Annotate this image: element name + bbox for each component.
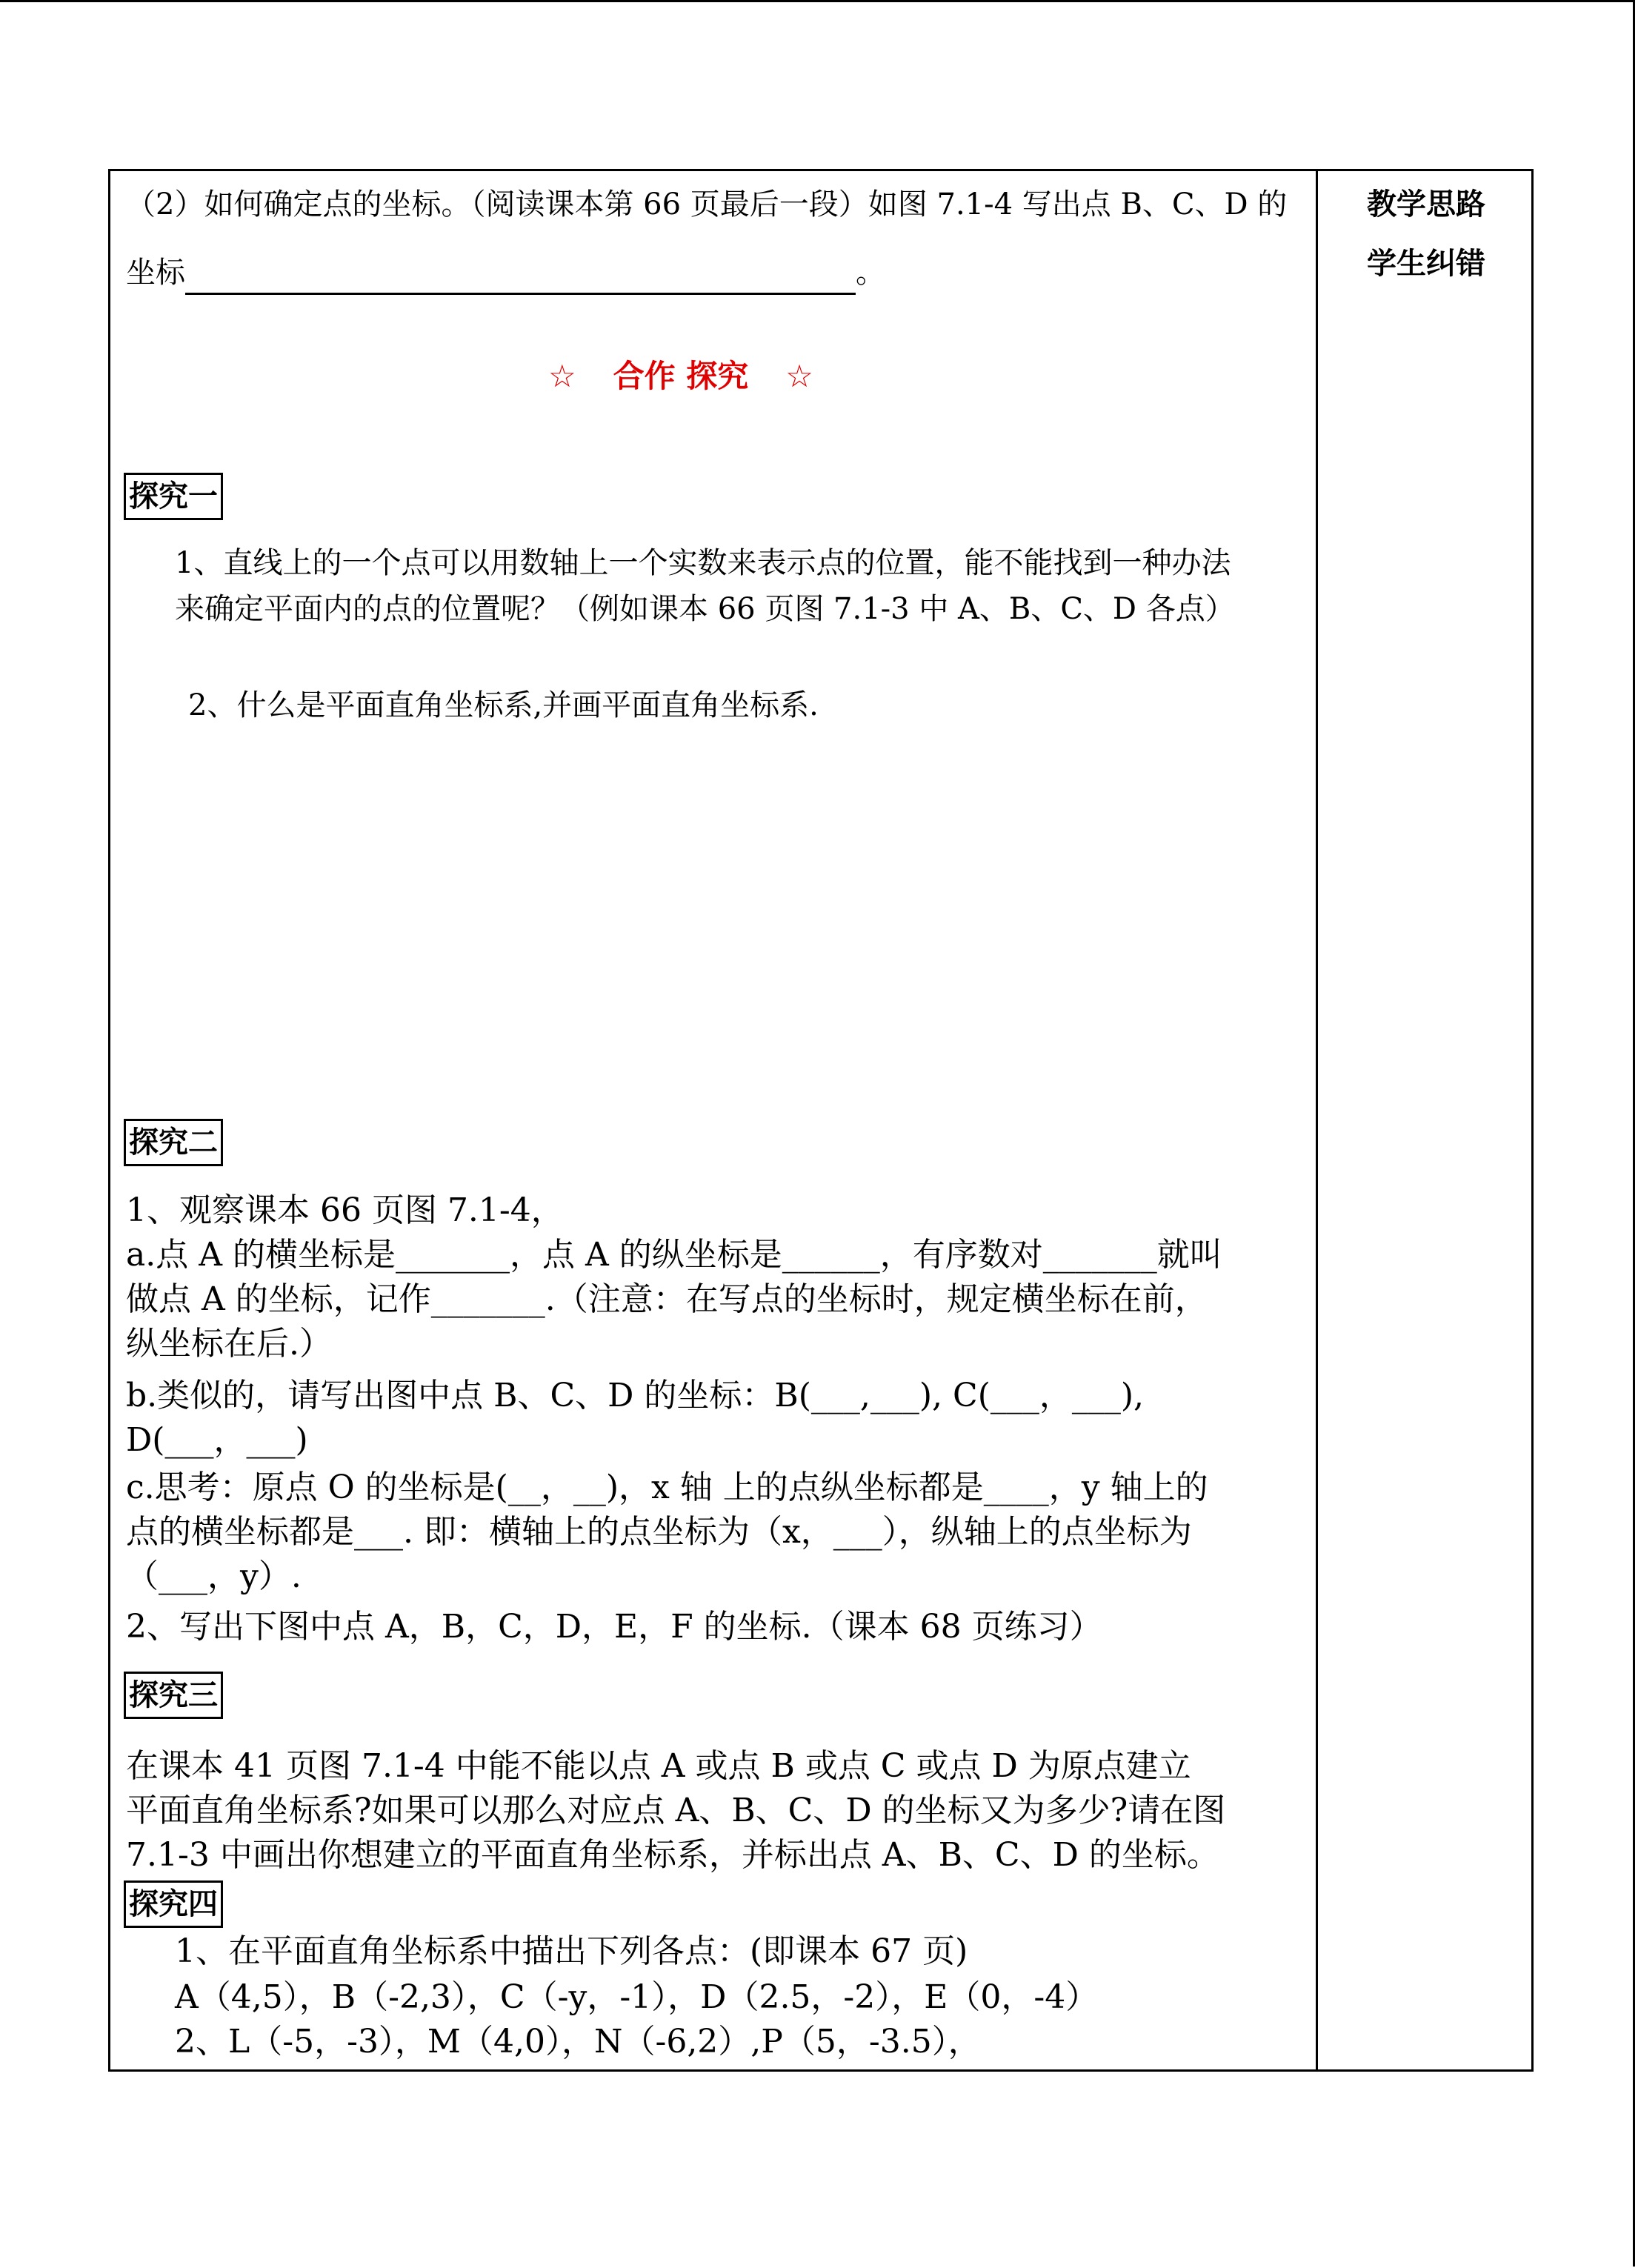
s1-q1-line-2: 来确定平面内的点的位置呢？（例如课本 66 页图 7.1-3 中 A、B、C、D 各点） bbox=[175, 592, 1235, 626]
answer-blank[interactable] bbox=[185, 259, 856, 295]
star-left-icon: ☆ bbox=[548, 358, 576, 394]
section-1-label: 探究一 bbox=[124, 473, 223, 520]
s2-line-4: 纵坐标在后.） bbox=[126, 1325, 332, 1363]
s4-line-3: 2、L（-5，-3），M（4,0），N（-6,2）,P（5，-3.5）， bbox=[175, 2023, 981, 2061]
section-2-label: 探究二 bbox=[124, 1119, 223, 1166]
s4-line-1: 1、在平面直角坐标系中描出下列各点：(即课本 67 页) bbox=[175, 1932, 968, 1970]
s2-line-2: a.点 A 的横坐标是_______，点 A 的纵坐标是______，有序数对_______就叫 bbox=[126, 1236, 1222, 1274]
side-title-teaching-ideas: 教学思路 bbox=[1367, 187, 1485, 222]
s1-q1-line-1: 1、直线上的一个点可以用数轴上一个实数来表示点的位置，能不能找到一种办法 bbox=[175, 546, 1231, 580]
intro-line-2 bbox=[126, 250, 885, 295]
intro-line-2-suffix: 。 bbox=[856, 256, 885, 290]
s2-line-6: D(___，___) bbox=[126, 1421, 308, 1459]
s3-line-1: 在课本 41 页图 7.1-4 中能不能以点 A 或点 B 或点 C 或点 D 为原点建立 bbox=[126, 1747, 1191, 1785]
s4-line-2: A（4,5），B（-2,3），C（-y，-1），D（2.5，-2），E（0，-4） bbox=[175, 1978, 1099, 2016]
section-4-label: 探究四 bbox=[124, 1880, 223, 1928]
section-heading bbox=[548, 354, 813, 399]
intro-line-2-prefix: 坐标 bbox=[126, 256, 185, 290]
s2-line-9: （___，y）. bbox=[126, 1557, 302, 1595]
s2-line-8: 点的横坐标都是___. 即：横轴上的点坐标为（x，___），纵轴上的点坐标为 bbox=[126, 1513, 1192, 1551]
s2-line-1: 1、观察课本 66 页图 7.1-4， bbox=[126, 1191, 564, 1229]
s2-line-3: 做点 A 的坐标，记作_______.（注意：在写点的坐标时，规定横坐标在前， bbox=[126, 1280, 1208, 1318]
intro-line-1: （2）如何确定点的坐标。（阅读课本第 66 页最后一段）如图 7.1-4 写出点 B、C、D 的 bbox=[126, 187, 1288, 222]
s3-line-3: 7.1-3 中画出你想建立的平面直角坐标系，并标出点 A、B、C、D 的坐标。 bbox=[126, 1836, 1219, 1874]
star-right-icon: ☆ bbox=[785, 358, 813, 394]
s2-line-10: 2、写出下图中点 A，B，C，D，E，F 的坐标.（课本 68 页练习） bbox=[126, 1608, 1102, 1646]
section-3-label: 探究三 bbox=[124, 1672, 223, 1719]
s2-line-5: b.类似的，请写出图中点 B、C、D 的坐标：B(___,___), C(___，___), bbox=[126, 1377, 1145, 1414]
side-title-student-corrections: 学生纠错 bbox=[1367, 247, 1485, 281]
s2-line-7: c.思考：原点 O 的坐标是(__，__)，x 轴 上的点纵坐标都是____，y 轴上的 bbox=[126, 1469, 1208, 1506]
s1-q2: 2、什么是平面直角坐标系,并画平面直角坐标系. bbox=[188, 688, 819, 722]
column-divider bbox=[1316, 169, 1318, 2072]
s3-line-2: 平面直角坐标系?如果可以那么对应点 A、B、C、D 的坐标又为多少?请在图 bbox=[126, 1792, 1226, 1829]
heading-text: 合作 探究 bbox=[613, 358, 749, 394]
